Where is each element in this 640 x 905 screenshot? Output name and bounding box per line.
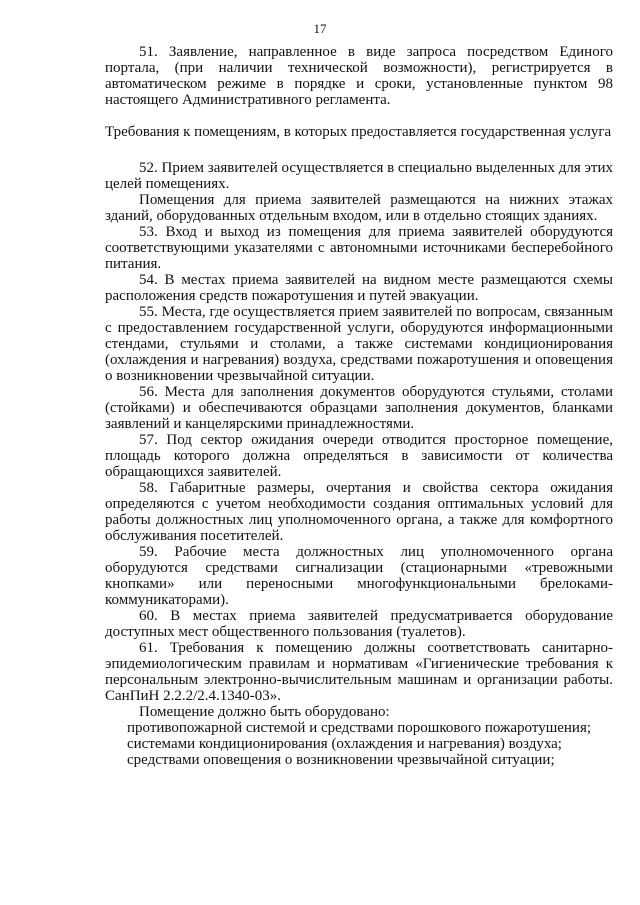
paragraph-52-continued: Помещения для приема заявителей размещаются на нижних этажах зданий, оборудованных отдельным входом, или в отдельно стоящих зданиях.	[105, 192, 613, 224]
paragraph-52: 52. Прием заявителей осуществляется в специально выделенных для этих целей помещениях.	[105, 160, 613, 192]
section-heading: Требования к помещениям, в которых предоставляется государственная услуга	[105, 124, 612, 140]
document-body	[105, 44, 613, 768]
paragraph-55: 55. Места, где осуществляется прием заявителей по вопросам, связанным с предоставлением государственной услуги, оборудуются информационными стендами, стульями и столами, а также системами кондиционирования (охлаждения и нагревания) воздуха, средствами пожаротушения и оповещения о возникновении чрезвычайной ситуации.	[105, 304, 613, 384]
page-number: 17	[313, 21, 327, 36]
equipment-intro: Помещение должно быть оборудовано:	[139, 704, 390, 720]
paragraph-60: 60. В местах приема заявителей предусматривается оборудование доступных мест общественного пользования (туалетов).	[105, 608, 613, 640]
equipment-item: системами кондиционирования (охлаждения и нагревания) воздуха;	[127, 736, 562, 752]
paragraph-51: 51. Заявление, направленное в виде запроса посредством Единого портала, (при наличии технической возможности), регистрируется в автоматическом режиме в порядке и сроки, установленные пунктом 98 настоящего Административного регламента.	[105, 44, 613, 108]
paragraph-61: 61. Требования к помещению должны соответствовать санитарно-эпидемиологическим правилам и нормативам «Гигиенические требования к персональным электронно-вычислительным машинам и организации работы. СанПиН 2.2.2/2.4.1340-03».	[105, 640, 613, 704]
paragraph-57: 57. Под сектор ожидания очереди отводится просторное помещение, площадь которого должна определяться в зависимости от количества обращающихся заявителей.	[105, 432, 613, 480]
paragraph-58: 58. Габаритные размеры, очертания и свойства сектора ожидания определяются с учетом необходимости создания оптимальных условий для работы должностных лиц уполномоченного органа, а также для комфортного обслуживания посетителей.	[105, 480, 613, 544]
paragraph-54: 54. В местах приема заявителей на видном месте размещаются схемы расположения средств пожаротушения и путей эвакуации.	[105, 272, 613, 304]
equipment-item: средствами оповещения о возникновении чрезвычайной ситуации;	[127, 752, 555, 768]
equipment-item: противопожарной системой и средствами порошкового пожаротушения;	[127, 720, 592, 736]
paragraph-59: 59. Рабочие места должностных лиц уполномоченного органа оборудуются средствами сигнализации (стационарными «тревожными кнопками» или переносными многофункциональными брелоками-коммуникаторами).	[105, 544, 613, 608]
paragraph-56: 56. Места для заполнения документов оборудуются стульями, столами (стойками) и обеспечиваются образцами заполнения документов, бланками заявлений и канцелярскими принадлежностями.	[105, 384, 613, 432]
paragraph-53: 53. Вход и выход из помещения для приема заявителей оборудуются соответствующими указателями с автономными источниками бесперебойного питания.	[105, 224, 613, 272]
